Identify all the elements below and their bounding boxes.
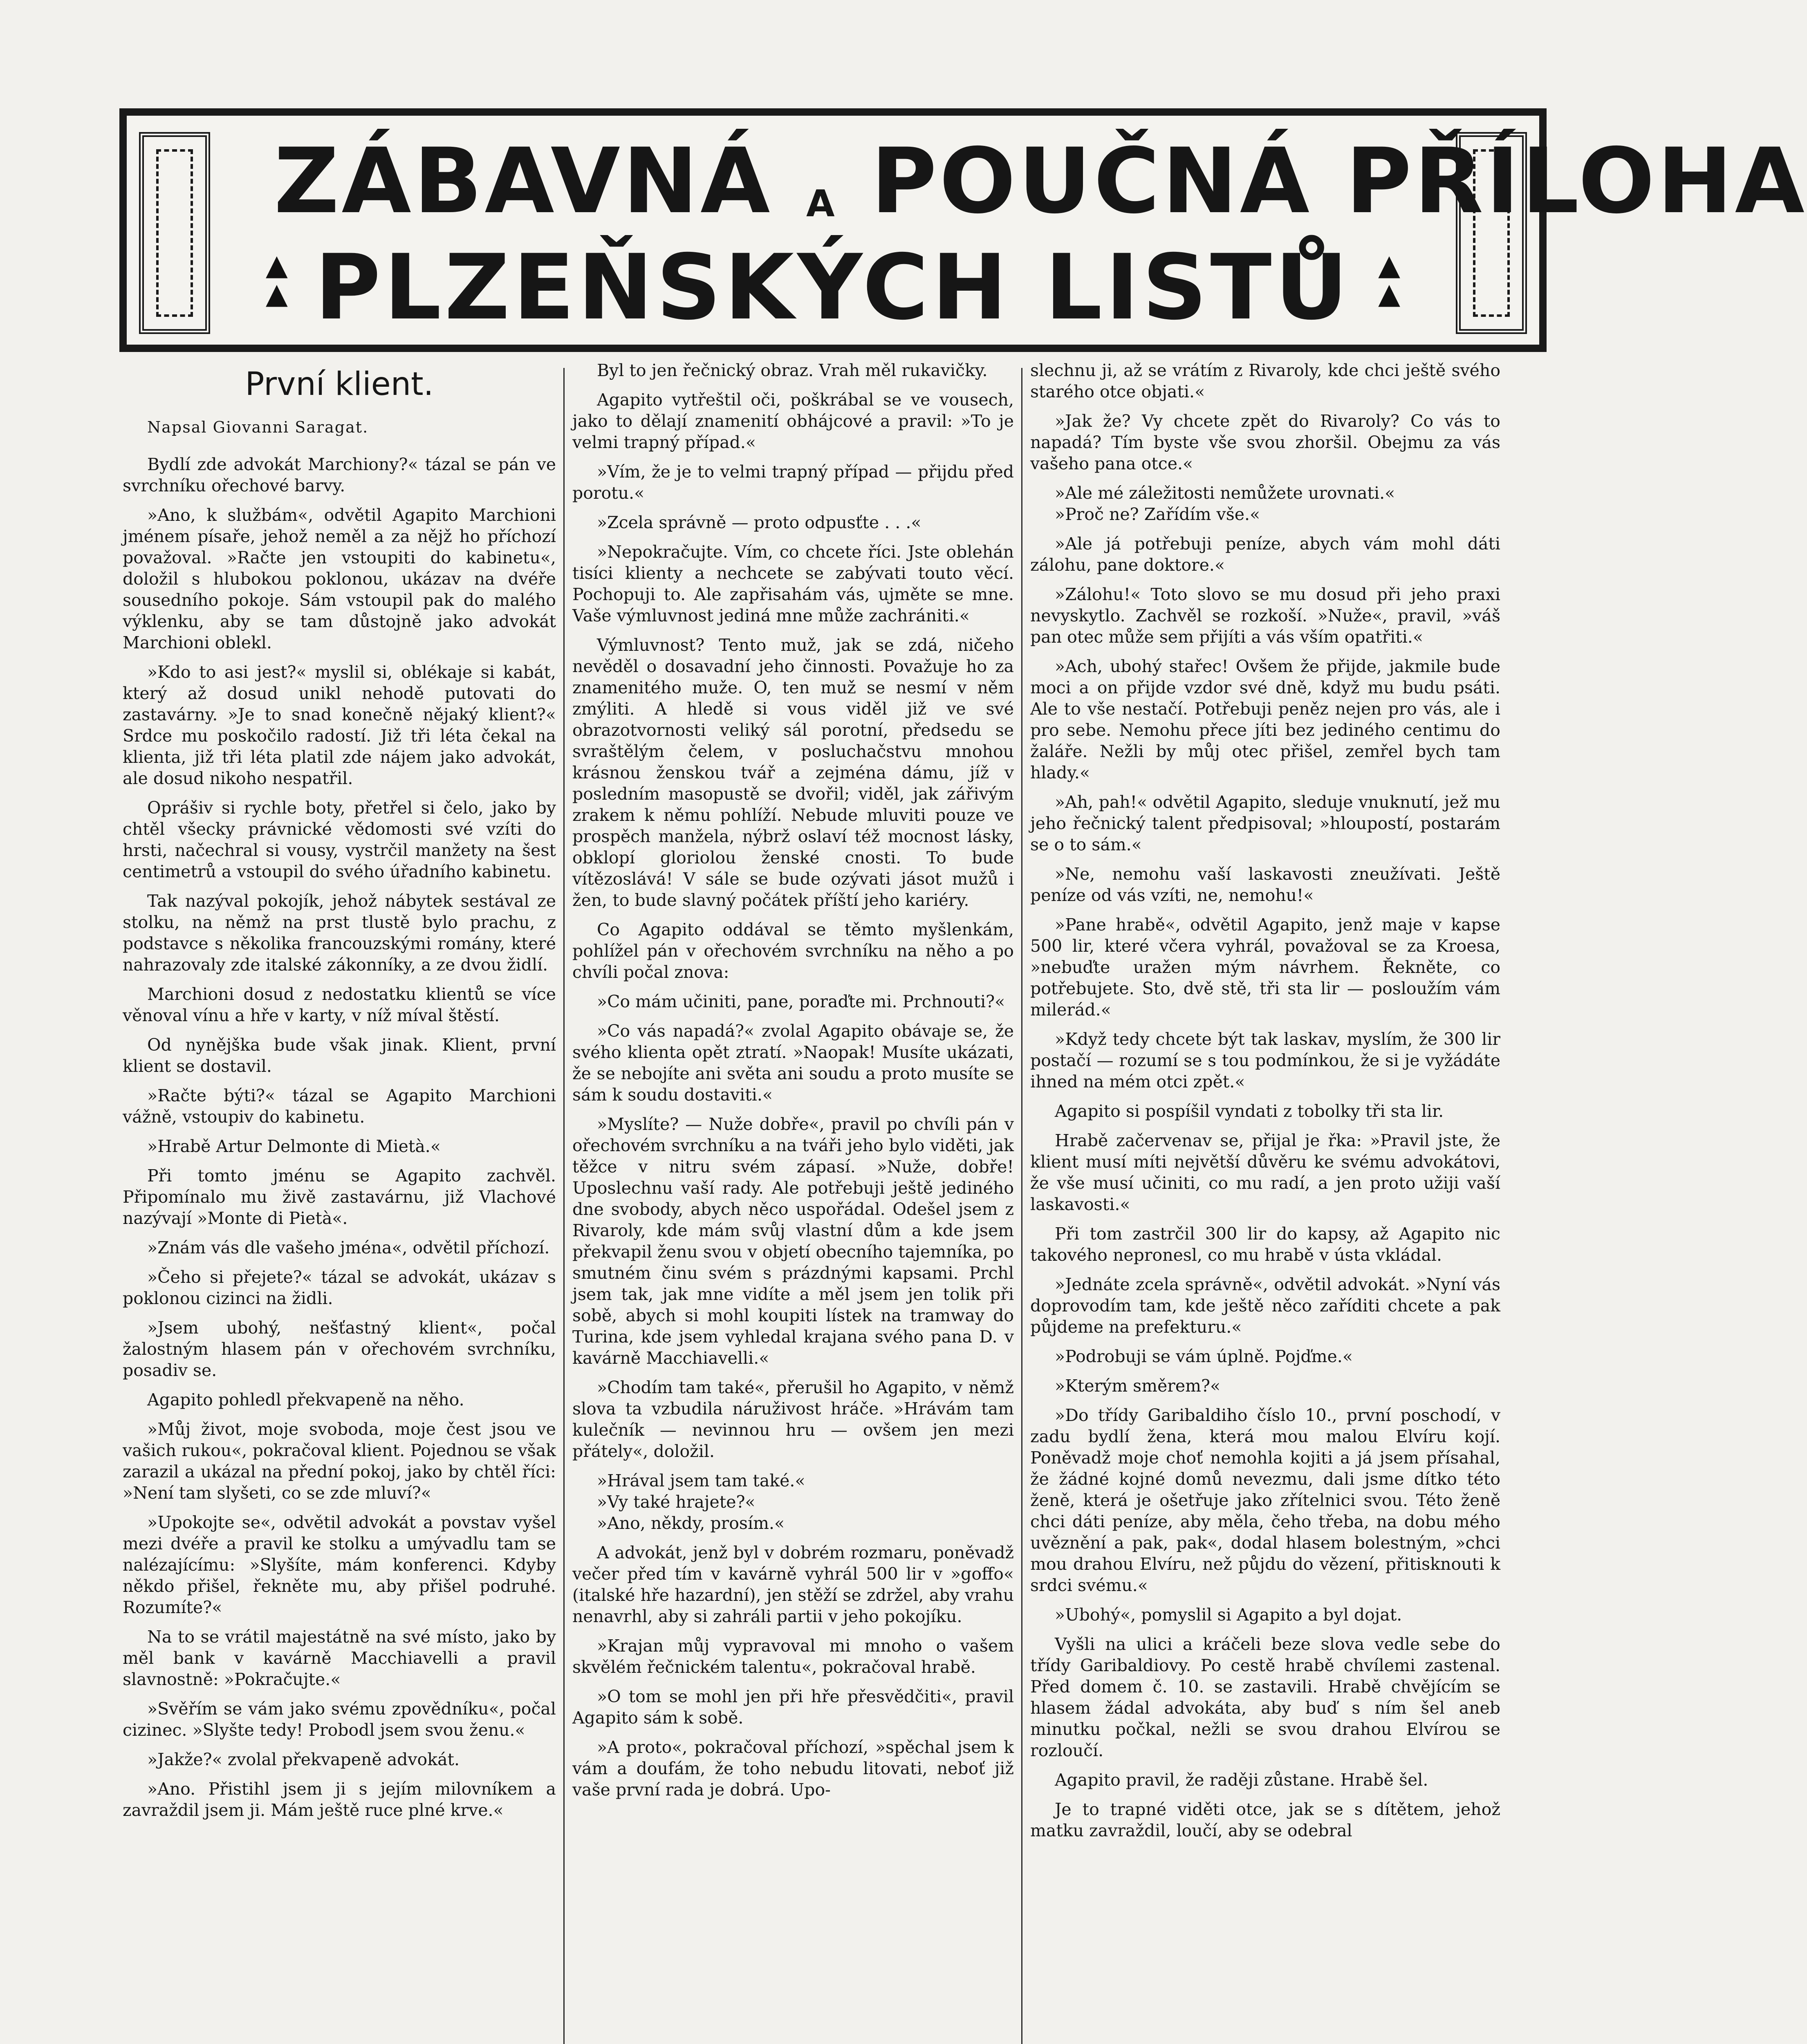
paragraph: Hrabě začervenav se, přijal je řka: »Pravil jste, že klient musí míti největší důvěru ke svému advokátovi, že vše musí učiniti, co mu radí, a jen proto užiji vaší laskavosti.« — [1030, 1131, 1500, 1214]
masthead — [119, 108, 1807, 352]
paragraph: Byl to jen řečnický obraz. Vrah měl rukavičky. — [597, 361, 988, 380]
column-2 — [572, 360, 1014, 2044]
column-1 — [123, 360, 556, 2044]
paragraph: Tak nazýval pokojík, jehož nábytek sestával ze stolku, na němž na prst tlustě bylo prachu, z podstavce s několika francouzskými romány, které nahrazovaly zde italské zákonníky, a ze dvou židlí. — [123, 891, 556, 975]
paragraph: »Kterým směrem?« — [1055, 1376, 1221, 1396]
masthead-joiner: A — [806, 182, 837, 225]
paragraph: Na to se vrátil majestátně na své místo, jako by měl bank v kavárně Macchiavelli a pravil slavnostně: »Pokračujte.« — [123, 1627, 556, 1689]
masthead-word-1: ZÁBAVNÁ — [274, 129, 773, 233]
paragraph: »Myslíte? — Nuže dobře«, pravil po chvíli pán v ořechovém svrchníku a na tváři jeho bylo viděti, jak těžce v nitru svém zápasí. »Nuže, dobře! Uposlechnu vaší rady. Ale potřebuji ještě jediného dne svobody, abych něco uspořádal. Odešel jsem z Rivaroly, kde mám svůj vlastní dům a kde jsem překvapil ženu svou v objetí obecního tajemníka, po smutném činu svém s prázdnými kapsami. Prchl jsem tak, jak mne vidíte a měl jsem jen tolik při sobě, abych si mohl koupiti lístek na tramway do Turina, kde jsem vyhledal krajana svého pana D. v kavárně Macchiavelli.« — [572, 1114, 1014, 1368]
paragraph: Bydlí zde advokát Marchiony?« tázal se pán ve svrchníku ořechové barvy. — [123, 455, 556, 495]
column-rule-2 — [1021, 368, 1022, 2044]
paragraph: »Jak že? Vy chcete zpět do Rivaroly? Co vás to napadá? Tím byste vše svou zhoršil. Obejmu za vás vašeho pana otce.« — [1030, 411, 1500, 473]
paragraph: »Jsem ubohý, nešťastný klient«, počal žalostným hlasem pán v ořechovém svrchníku, posadiv se. — [123, 1318, 556, 1380]
paragraph: »Ale mé záležitosti nemůžete urovnati.« — [1055, 483, 1395, 503]
paragraph: A advokát, jenž byl v dobrém rozmaru, poněvadž večer před tím v kavárně vyhrál 500 lir v »goffo« (italské hře hazardní), jen stěží se zdržel, aby vrahu nenavrhl, aby si zahráli partii v jeho pokojíku. — [572, 1543, 1014, 1626]
paragraph: »Co vás napadá?« zvolal Agapito obávaje se, že svého klienta opět ztratí. »Naopak! Musíte ukázati, že se nebojíte ani světa ani soudu a proto musíte se sám k soudu dostaviti.« — [572, 1021, 1014, 1105]
paragraph: »Čeho si přejete?« tázal se advokát, ukázav s poklonou cizinci na židli. — [123, 1267, 556, 1308]
masthead-title-line2: PLZEŇSKÝCH LISTŮ — [314, 235, 1352, 340]
triangle-marks-left-icon: ▲ ▲ — [266, 248, 288, 310]
paragraph: Agapito pohledl překvapeně na něho. — [147, 1390, 464, 1410]
paragraph: »Zcela správně — proto odpusťte . . .« — [597, 513, 921, 532]
paragraph: Marchioni dosud z nedostatku klientů se více věnoval vínu a hře v karty, v níž míval štěstí. — [123, 984, 556, 1025]
paragraph: Agapito si pospíšil vyndati z tobolky tři sta lir. — [1055, 1101, 1444, 1121]
paragraph: »Znám vás dle vašeho jména«, odvětil příchozí. — [147, 1238, 550, 1257]
paragraph: »Ubohý«, pomyslil si Agapito a byl dojat. — [1055, 1605, 1402, 1625]
paragraph: Od nynějška bude však jinak. Klient, první klient se dostavil. — [123, 1035, 556, 1076]
paragraph: »Zálohu!« Toto slovo se mu dosud při jeho praxi nevyskytlo. Zachvěl se rozkoší. »Nuže«, pravil, »váš pan otec může sem přijíti a vás vším opatřiti.« — [1030, 585, 1500, 647]
paragraph: Oprášiv si rychle boty, přetřel si čelo, jako by chtěl všecky právnické vědomosti své vzíti do hrsti, načechral si vousy, vystrčil manžety na šest centimetrů a vstoupil do svého úřadního kabinetu. — [123, 798, 556, 881]
paragraph: »O tom se mohl jen při hře přesvědčiti«, pravil Agapito sám k sobě. — [572, 1687, 1014, 1728]
paragraph: »Ach, ubohý stařec! Ovšem že přijde, jakmile bude moci a on přijde vzdor své dně, když mu budu psáti. Ale to vše nestačí. Potřebuji peněz nejen pro vás, ale i pro sebe. Nemohu přece jíti bez jediného centimu do žaláře. Nežli by můj otec přišel, zemřel bych tam hlady.« — [1030, 657, 1500, 782]
paragraph: »Ale já potřebuji peníze, abych vám mohl dáti zálohu, pane doktore.« — [1030, 534, 1500, 575]
paragraph: »Jednáte zcela správně«, odvětil advokát. »Nyní vás doprovodím tam, kde ještě něco zaříditi chcete a pak půjdeme na prefekturu.« — [1030, 1275, 1500, 1337]
paragraph: »Ano, někdy, prosím.« — [597, 1513, 785, 1533]
paragraph: Agapito pravil, že raději zůstane. Hrabě šel. — [1055, 1770, 1428, 1790]
paragraph: Výmluvnost? Tento muž, jak se zdá, ničeho nevěděl o dosavadní jeho činnosti. Považuje ho za znamenitého muže. O, ten muž se nesmí v něm zmýliti. A hledě si vous viděl již ve své obrazotvornosti veliký sál porotní, předsedu se svraštělým čelem, v posluchačstvu mnohou krásnou ženskou tvář a zejména dámu, jíž v posledním masopustě se dvořil; viděl, jak zářivým zrakem k němu pohlíží. Nebude mluviti pouze ve prospěch manžela, nýbrž oslaví též mocnost lásky, obklopí gloriolou ženské cnosti. To bude vítězoslává! V sále se bude ozývati jásot mužů i žen, to bude slavný počátek příští jeho kariéry. — [572, 635, 1014, 910]
paragraph: »Vy také hrajete?« — [597, 1492, 756, 1512]
paragraph: Při tomto jménu se Agapito zachvěl. Připomínalo mu živě zastavárnu, již Vlachové nazývají »Monte di Pietà«. — [123, 1166, 556, 1228]
paragraph: »Hrabě Artur Delmonte di Mietà.« — [147, 1136, 441, 1156]
article-byline: Napsal Giovanni Saragat. — [147, 418, 369, 436]
paragraph: Při tom zastrčil 300 lir do kapsy, až Agapito nic takového nepronesl, co mu hrabě v ústa vkládal. — [1030, 1224, 1500, 1265]
paragraph: »Jakže?« zvolal překvapeně advokát. — [147, 1750, 460, 1769]
paragraph: »A proto«, pokračoval příchozí, »spěchal jsem k vám a doufám, že toho nebudu litovati, neboť již vaše první rada je dobrá. Upo- — [572, 1737, 1014, 1800]
masthead-word-2: POUČNÁ PŘÍLOHA — [871, 129, 1807, 233]
ornament-left-icon — [139, 132, 210, 334]
article-title: První klient. — [245, 366, 434, 403]
paragraph: »Chodím tam také«, přerušil ho Agapito, v němž slova ta vzbudila náruživost hráče. »Hrávám tam kulečník — nevinnou hru — ovšem jen mezi přátely«, doložil. — [572, 1378, 1014, 1461]
paragraph: »Račte býti?« tázal se Agapito Marchioni vážně, vstoupiv do kabinetu. — [123, 1086, 556, 1127]
paragraph: »Podrobuji se vám úplně. Pojďme.« — [1055, 1347, 1353, 1366]
paragraph: »Když tedy chcete být tak laskav, myslím, že 300 lir postačí — rozumí se s tou podmínkou, že si je vyžádáte ihned na mém otci zpět.« — [1030, 1029, 1500, 1091]
paragraph: »Co mám učiniti, pane, poraďte mi. Prchnouti?« — [597, 992, 1005, 1011]
paragraph: Agapito vytřeštil oči, poškrábal se ve vousech, jako to dělají znamenití obhájcové a pravil: »To je velmi trapný případ.« — [572, 390, 1014, 452]
paragraph: »Vím, že je to velmi trapný případ — přijdu před porotu.« — [572, 462, 1014, 503]
paragraph: »Upokojte se«, odvětil advokát a povstav vyšel mezi dvéře a pravil ke stolku a umývadlu tam se nalézajícímu: »Slyšíte, mám konferenci. Kdyby někdo přišel, řekněte mu, aby přišel podruhé. Rozumíte?« — [123, 1513, 556, 1617]
paragraph: Vyšli na ulici a kráčeli beze slova vedle sebe do třídy Garibaldiovy. Po cestě hrabě chvílemi zastenal. Před domem č. 10. se zastavili. Hrabě chvějícím se hlasem žádal advokáta, aby buď s ním šel aneb minutku počkal, nežli se svou drahou Elvírou se rozloučí. — [1030, 1634, 1500, 1760]
paragraph: »Nepokračujte. Vím, co chcete říci. Jste oblehán tisíci klienty a nechcete se zabývati touto věcí. Pochopuji to. Ale zapřisahám vás, ujměte se mne. Vaše výmluvnost jediná mne může zachrániti.« — [572, 542, 1014, 625]
paragraph: »Kdo to asi jest?« myslil si, oblékaje si kabát, který až dosud unikl nehodě putovati do zastavárny. »Je to snad konečně nějaký klient?« Srdce mu poskočilo radostí. Již tři léta čekal na klienta, již tři léta platil zde nájem jako advokát, ale dosud nikoho nespatřil. — [123, 662, 556, 788]
paragraph: »Můj život, moje svoboda, moje čest jsou ve vašich rukou«, pokračoval klient. Pojednou se však zarazil a ukázal na přední pokoj, jako by chtěl říci: »Není tam slyšeti, co se zde mluví?« — [123, 1419, 556, 1503]
paragraph: »Svěřím se vám jako svému zpovědníku«, počal cizinec. »Slyšte tedy! Probodl jsem svou ženu.« — [123, 1699, 556, 1740]
paragraph: »Pane hrabě«, odvětil Agapito, jenž maje v kapse 500 lir, které včera vyhrál, považoval se za Kroesa, »nebuďte uražen mým návrhem. Řekněte, co potřebujete. Sto, dvě stě, tři sta lir — posloužím vám milerád.« — [1030, 915, 1500, 1020]
paragraph: »Do třídy Garibaldiho číslo 10., první poschodí, v zadu bydlí žena, která mou malou Elvíru kojí. Poněvadž moje choť nemohla kojiti a já jsem přísahal, že žádné kojné domů nevezmu, dali jsme dítko této ženě, která je ošetřuje jako zřítelnici svou. Této ženě chci dáti peníze, aby měla, čeho třeba, na dobu mého uvěznění a pak, pak«, dodal hlasem bolestným, »chci mou drahou Elvíru, než půjdu do vězení, přitisknouti k srdci svému.« — [1030, 1405, 1500, 1595]
column-3 — [1030, 360, 1500, 2044]
paragraph: »Ano. Přistihl jsem ji s jejím milovníkem a zavraždil jsem ji. Mám ještě ruce plné krve.« — [123, 1779, 556, 1820]
paragraph: slechnu ji, až se vrátím z Rivaroly, kde chci ještě svého starého otce objati.« — [1030, 361, 1500, 401]
paragraph: »Ah, pah!« odvětil Agapito, sleduje vnuknutí, jež mu jeho řečnický talent předpisoval; »hloupostí, postarám se o to sám.« — [1030, 792, 1500, 854]
paragraph: »Ano, k službám«, odvětil Agapito Marchioni jménem písaře, jehož neměl a za nějž ho příchozí považoval. »Račte jen vstoupiti do kabinetu«, doložil s hlubokou poklonou, ukázav na dvéře sousedního pokoje. Sám vstoupil pak do malého výklenku, aby se tam důstojně jako advokát Marchioni oblekl. — [123, 505, 556, 652]
column-rule-1 — [563, 368, 565, 2044]
paragraph: Je to trapné viděti otce, jak se s dítětem, jehož matku zavraždil, loučí, aby se odebral — [1030, 1800, 1500, 1840]
paragraph: »Krajan můj vypravoval mi mnoho o vašem skvělém řečnickém talentu«, pokračoval hrabě. — [572, 1636, 1014, 1677]
paragraph: »Proč ne? Zařídím vše.« — [1055, 504, 1260, 524]
paragraph: »Hrával jsem tam také.« — [597, 1471, 805, 1490]
paragraph: »Ne, nemohu vaší laskavosti zneužívati. Ještě peníze od vás vzíti, ne, nemohu!« — [1030, 864, 1500, 905]
triangle-marks-right-icon: ▲ ▲ — [1378, 248, 1400, 310]
paragraph: Co Agapito oddával se těmto myšlenkám, pohlížel pán v ořechovém svrchníku na něho a po chvíli počal znova: — [572, 920, 1014, 982]
